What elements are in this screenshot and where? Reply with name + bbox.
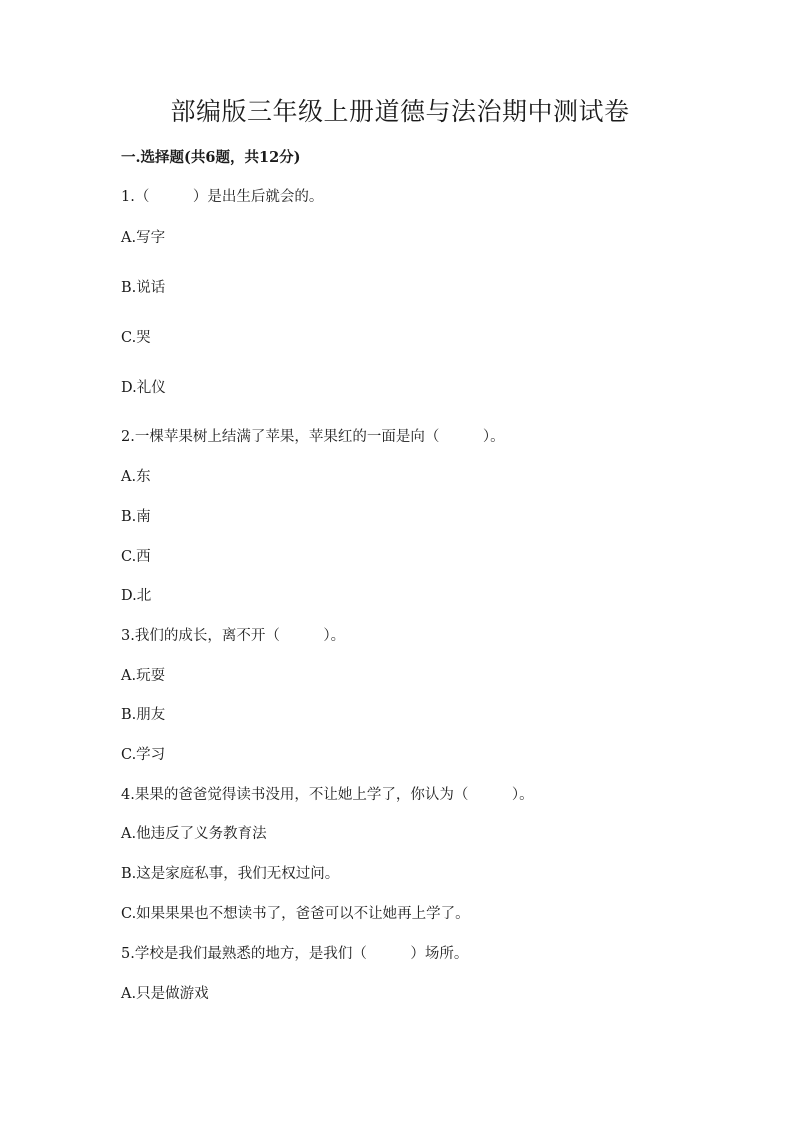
question-4-option-a: A.他违反了义务教育法 bbox=[121, 826, 267, 842]
question-5-option-a: A.只是做游戏 bbox=[121, 986, 209, 1002]
question-5-stem: 5.学校是我们最熟悉的地方，是我们（ ）场所。 bbox=[121, 946, 469, 962]
question-2-option-a: A.东 bbox=[121, 469, 151, 485]
question-2-option-b: B.南 bbox=[121, 509, 151, 525]
exam-title: 部编版三年级上册道德与法治期中测试卷 bbox=[170, 97, 630, 126]
section-heading: 一.选择题(共6题，共12分) bbox=[121, 149, 301, 166]
question-2-option-d: D.北 bbox=[121, 588, 152, 604]
question-1-stem: 1.（ ）是出生后就会的。 bbox=[121, 189, 324, 205]
question-3-option-b: B.朋友 bbox=[121, 707, 166, 723]
question-3-option-c: C.学习 bbox=[121, 747, 166, 763]
question-2-stem: 2.一棵苹果树上结满了苹果，苹果红的一面是向（ ）。 bbox=[121, 429, 505, 445]
question-1-option-c: C.哭 bbox=[121, 330, 151, 346]
question-3-stem: 3.我们的成长，离不开（ ）。 bbox=[121, 628, 346, 644]
question-1-option-d: D.礼仪 bbox=[121, 380, 166, 396]
question-2-option-c: C.西 bbox=[121, 549, 151, 565]
question-4-option-c: C.如果果果也不想读书了，爸爸可以不让她再上学了。 bbox=[121, 906, 470, 922]
question-3-option-a: A.玩耍 bbox=[121, 668, 166, 684]
question-1-option-a: A.写字 bbox=[121, 230, 166, 246]
question-1-option-b: B.说话 bbox=[121, 280, 166, 296]
question-4-option-b: B.这是家庭私事，我们无权过问。 bbox=[121, 866, 340, 882]
question-4-stem: 4.果果的爸爸觉得读书没用，不让她上学了，你认为（ ）。 bbox=[121, 787, 534, 803]
